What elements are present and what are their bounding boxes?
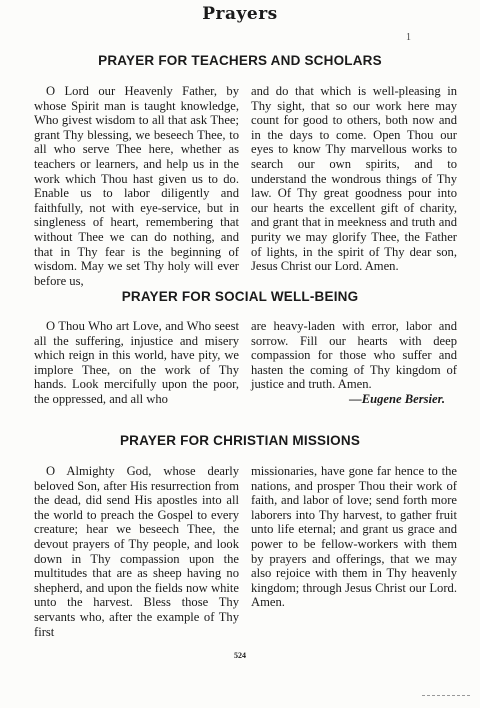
section-social-right-column [251,319,457,407]
section-social-right-text: are heavy-laden with error, labor and sorrow. Fill our hearts with deep compassion for those who suffer and hasten the coming of Thy kingdom of justice and truth. Amen. [251,319,457,392]
running-head: Prayers [202,4,278,24]
section-title-social: PRAYER FOR SOCIAL WELL-BEING [121,289,359,304]
corner-mark: 1 [406,32,411,43]
section-missions-left-column: O Almighty God, whose dearly beloved Son, after His resurrection from the dead, did send His apostles into all the world to preach the Gospel to every creature; hear we beseech Thee, the devout prayers of Thy people, and look down in Thy compassion upon the multitudes that are as sheep having no shepherd, and upon the fields now white unto the harvest. Bless those Thy servants who, after the example of Thy first [34,464,239,639]
section-title-missions: PRAYER FOR CHRISTIAN MISSIONS [119,433,361,448]
section-title-teachers: PRAYER FOR TEACHERS AND SCHOLARS [98,53,382,68]
section-teachers-left-column: O Lord our Heavenly Father, by whose Spirit man is taught knowledge, Who givest wisdom to all that ask Thee; grant Thy blessing, we beseech Thee, to all who serve Thee here, whether as teachers or learners, and help us in the work which Thou hast given us to do. Enable us to labor diligently and faithfully, not with eye-service, but in singleness of heart, remembering that without Thee we can do nothing, and that in Thy fear is the beginning of wisdom. May we set Thy holy will ever before us, [34,84,239,288]
section-missions-right-column: missionaries, have gone far hence to the nations, and prosper Thou their work of faith, and labor of love; send forth more laborers into Thy harvest, to gather fruit unto life eternal; and grant us grace and power to be fellow-workers with them by prayers and offerings, that we may also rejoice with them in Thy heavenly kingdom; through Jesus Christ our Lord. Amen. [251,464,457,610]
attribution: —Eugene Bersier. [349,391,445,406]
section-teachers-right-column: and do that which is well-pleasing in Thy sight, that so our work here may count for good to others, both now and in the days to come. Open Thou our eyes to know Thy marvellous works to search our own spirits, and to understand the wondrous things of Thy law. Of Thy great goodness pour into our hearts the excellent gift of charity, and grant that in meekness and truth and purity we may glorify Thee, the Father of lights, in the spirit of Thy dear son, Jesus Christ our Lord. Amen. [251,84,457,274]
page-number: 524 [234,651,246,660]
section-social-left-column: O Thou Who art Love, and Who seest all the suffering, injustice and misery which reign in this world, have pity, we implore Thee, on the work of Thy hands. Look mercifully upon the poor, the oppressed, and all who [34,319,239,406]
running-head-container [0,4,480,24]
footer-rule [422,691,470,696]
